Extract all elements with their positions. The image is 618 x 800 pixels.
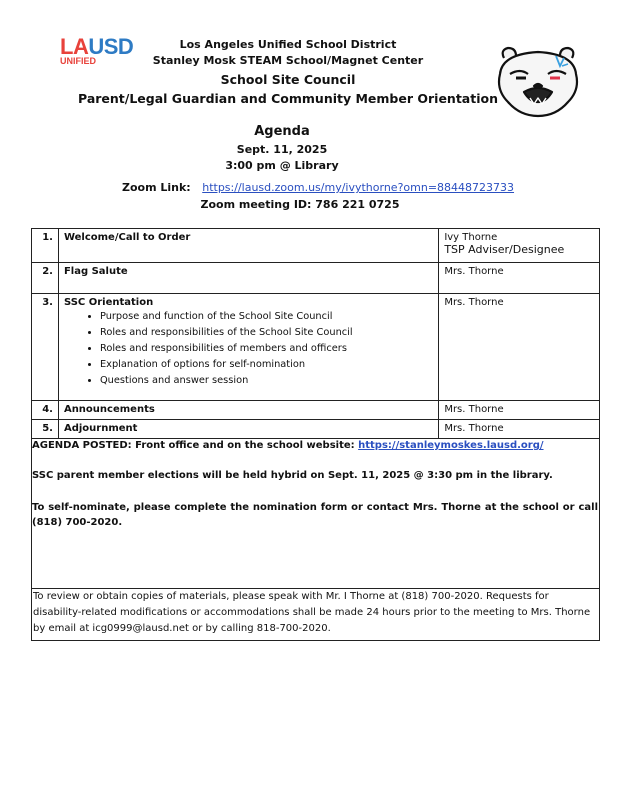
- agenda-table: [31, 228, 600, 439]
- item-number: 5.: [32, 420, 59, 439]
- logo-la: LA: [60, 34, 89, 59]
- item-presenter: Mrs. Thorne: [439, 401, 600, 420]
- item-title: Flag Salute: [58, 263, 438, 294]
- agenda-posted-note: [32, 440, 544, 451]
- item-title: Announcements: [58, 401, 438, 420]
- agenda-row: [32, 263, 600, 294]
- meeting-date: Sept. 11, 2025: [236, 143, 328, 156]
- logo-subtitle: UNIFIED: [60, 56, 96, 66]
- item-presenter: Mrs. Thorne: [439, 263, 600, 294]
- subitem: • Questions and answer session: [100, 375, 433, 386]
- presenter-role: TSP Adviser/Designee: [444, 243, 565, 256]
- zoom-label: Zoom Link:: [122, 181, 191, 194]
- subitem: • Roles and responsibilities of the School Site Council: [100, 327, 433, 338]
- item-title: Welcome/Call to Order: [58, 229, 438, 263]
- item-presenter: [439, 229, 600, 263]
- footer-text: To review or obtain copies of materials, please speak with Mr. I Thorne at (818) 700-2020. Requests for disability-related modifications or accommodations shall be made 24 hours prior to the meeting to Mrs. Thorne by email at icg0999@lausd.net or by calling 818-700-2020.: [33, 591, 591, 634]
- item-title: Adjournment: [58, 420, 438, 439]
- subitem: • Purpose and function of the School Site Council: [100, 311, 433, 322]
- school-website-link[interactable]: https://stanleymoskes.lausd.org/: [358, 440, 544, 451]
- meeting-time-place: 3:00 pm @ Library: [225, 159, 339, 172]
- agenda-row: [32, 229, 600, 263]
- item-title: SSC Orientation: [63, 297, 154, 308]
- zoom-link[interactable]: https://lausd.zoom.us/my/ivythorne?omn=88448723733: [202, 181, 515, 194]
- subitem-list: [64, 311, 433, 386]
- district-name: Los Angeles Unified School District: [179, 38, 397, 51]
- item-number: 1.: [32, 229, 59, 263]
- subitem: • Explanation of options for self-nomination: [100, 359, 433, 370]
- nominate-note: To self-nominate, please complete the nomination form or contact Mrs. Thorne at the school or call (818) 700-2020.: [32, 502, 598, 528]
- logo-usd: USD: [88, 34, 134, 59]
- subitem: • Roles and responsibilities of members and officers: [100, 343, 433, 354]
- zoom-row: [122, 181, 514, 194]
- council-name: School Site Council: [220, 72, 356, 87]
- item-presenter: Mrs. Thorne: [439, 420, 600, 439]
- presenter-name: Ivy Thorne: [444, 232, 498, 243]
- item-cell: [58, 294, 438, 401]
- item-number: 4.: [32, 401, 59, 420]
- notes-box: [31, 436, 600, 589]
- agenda-row: [32, 401, 600, 420]
- school-name: Stanley Mosk STEAM School/Magnet Center: [152, 54, 424, 67]
- posted-prefix: AGENDA POSTED: Front office and on the school website:: [32, 440, 359, 451]
- agenda-heading: Agenda: [254, 124, 310, 139]
- agenda-row: [32, 294, 600, 401]
- item-number: 3.: [32, 294, 59, 401]
- footer-box: [31, 588, 600, 641]
- document-title: Parent/Legal Guardian and Community Member Orientation: [78, 91, 498, 106]
- zoom-meeting-id: Zoom meeting ID: 786 221 0725: [200, 198, 400, 211]
- item-number: 2.: [32, 263, 59, 294]
- item-presenter: Mrs. Thorne: [439, 294, 600, 401]
- elections-note: SSC parent member elections will be held hybrid on Sept. 11, 2025 @ 3:30 pm in the library.: [32, 470, 553, 481]
